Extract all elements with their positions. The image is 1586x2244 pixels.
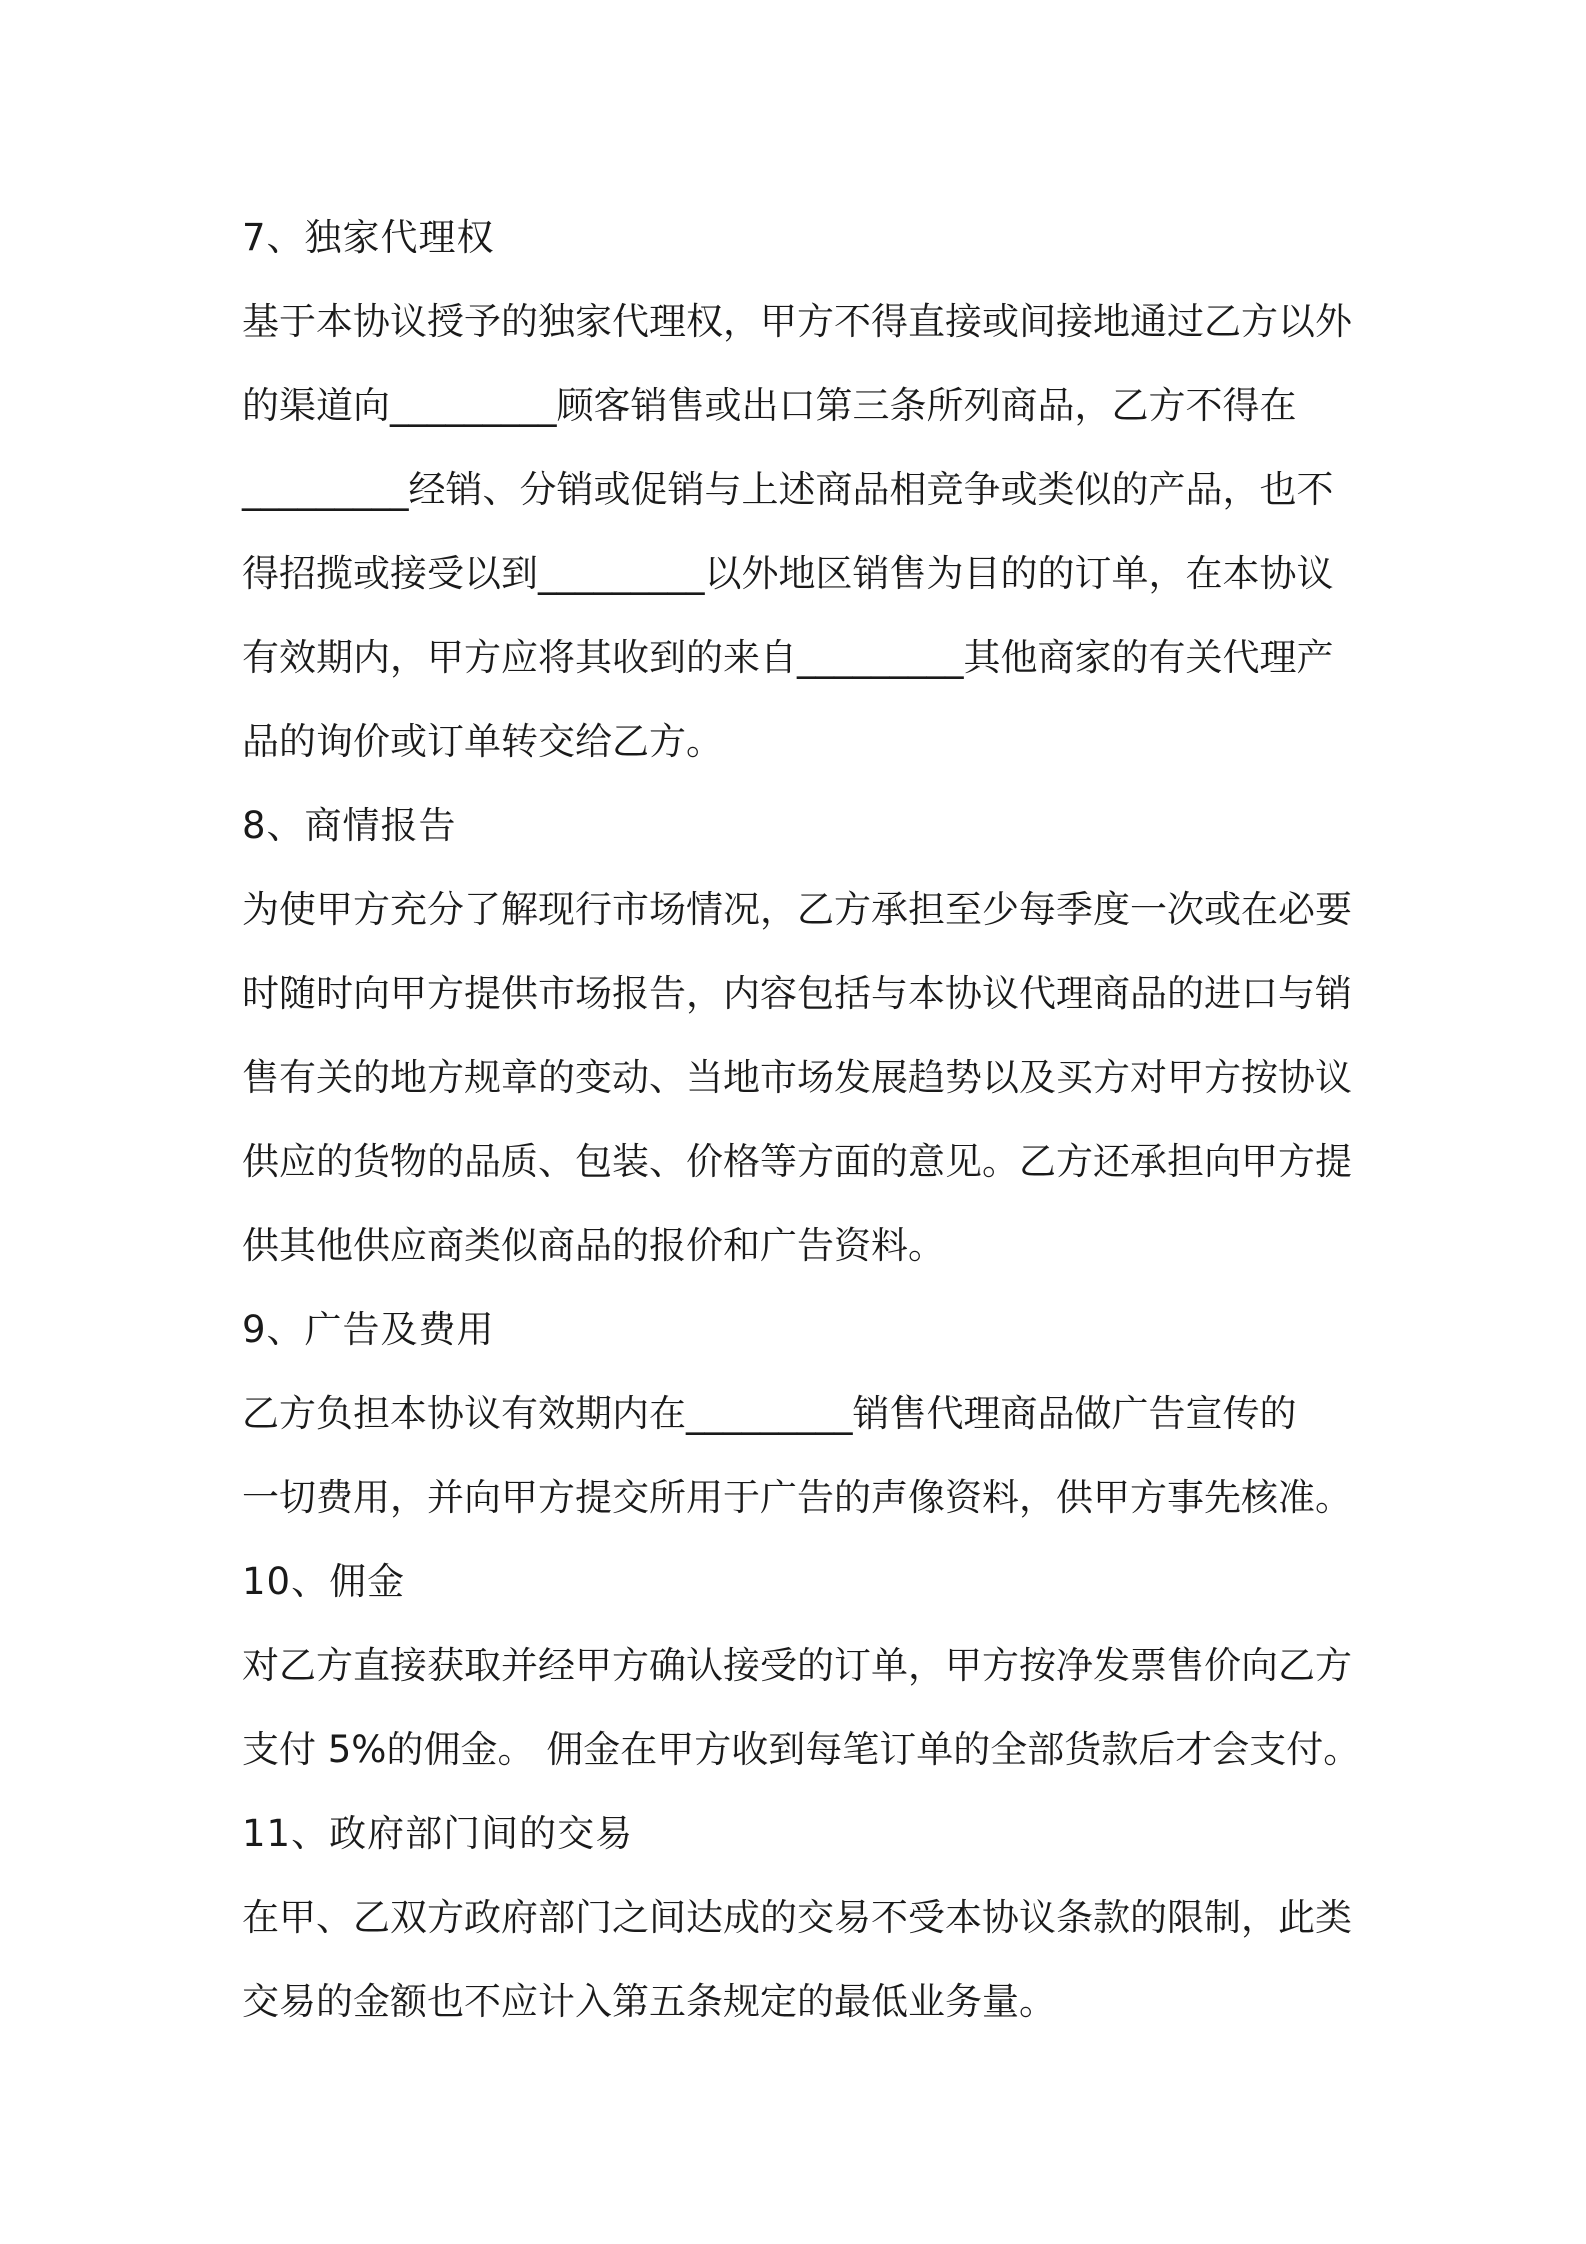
paragraph-line: 基于本协议授予的独家代理权，甲方不得直接或间接地通过乙方以外 <box>242 300 1352 343</box>
section-heading-market-report: 8、商情报告 <box>242 804 457 847</box>
paragraph-line: 为使甲方充分了解现行市场情况，乙方承担至少每季度一次或在必要 <box>242 888 1352 931</box>
paragraph-line: 的渠道向_________顾客销售或出口第三条所列商品，乙方不得在 <box>242 384 1297 427</box>
paragraph-line: 交易的金额也不应计入第五条规定的最低业务量。 <box>242 1980 1056 2023</box>
paragraph-line: 品的询价或订单转交给乙方。 <box>242 720 723 763</box>
section-heading-exclusive-agency: 7、独家代理权 <box>242 216 495 259</box>
paragraph-line: 对乙方直接获取并经甲方确认接受的订单，甲方按净发票售价向乙方 <box>242 1644 1352 1687</box>
section-heading-commission: 10、佣金 <box>242 1560 406 1603</box>
paragraph-line: 有效期内，甲方应将其收到的来自_________其他商家的有关代理产 <box>242 636 1334 679</box>
paragraph-line: 供应的货物的品质、包装、价格等方面的意见。乙方还承担向甲方提 <box>242 1140 1352 1183</box>
section-heading-advertising-costs: 9、广告及费用 <box>242 1308 495 1351</box>
paragraph-line: 在甲、乙双方政府部门之间达成的交易不受本协议条款的限制，此类 <box>242 1896 1352 1939</box>
paragraph-line: 乙方负担本协议有效期内在_________销售代理商品做广告宣传的 <box>242 1392 1297 1435</box>
paragraph-line: 支付 5%的佣金。 佣金在甲方收到每笔订单的全部货款后才会支付。 <box>242 1728 1361 1771</box>
paragraph-line: 一切费用，并向甲方提交所用于广告的声像资料，供甲方事先核准。 <box>242 1476 1352 1519</box>
paragraph-line: 时随时向甲方提供市场报告，内容包括与本协议代理商品的进口与销 <box>242 972 1352 1015</box>
paragraph-line: _________经销、分销或促销与上述商品相竞争或类似的产品，也不 <box>242 468 1334 511</box>
paragraph-line: 供其他供应商类似商品的报价和广告资料。 <box>242 1224 945 1267</box>
paragraph-line: 得招揽或接受以到_________以外地区销售为目的的订单，在本协议 <box>242 552 1334 595</box>
paragraph-line: 售有关的地方规章的变动、当地市场发展趋势以及买方对甲方按协议 <box>242 1056 1352 1099</box>
document-body <box>242 196 1362 2044</box>
section-heading-government-trade: 11、政府部门间的交易 <box>242 1812 634 1855</box>
